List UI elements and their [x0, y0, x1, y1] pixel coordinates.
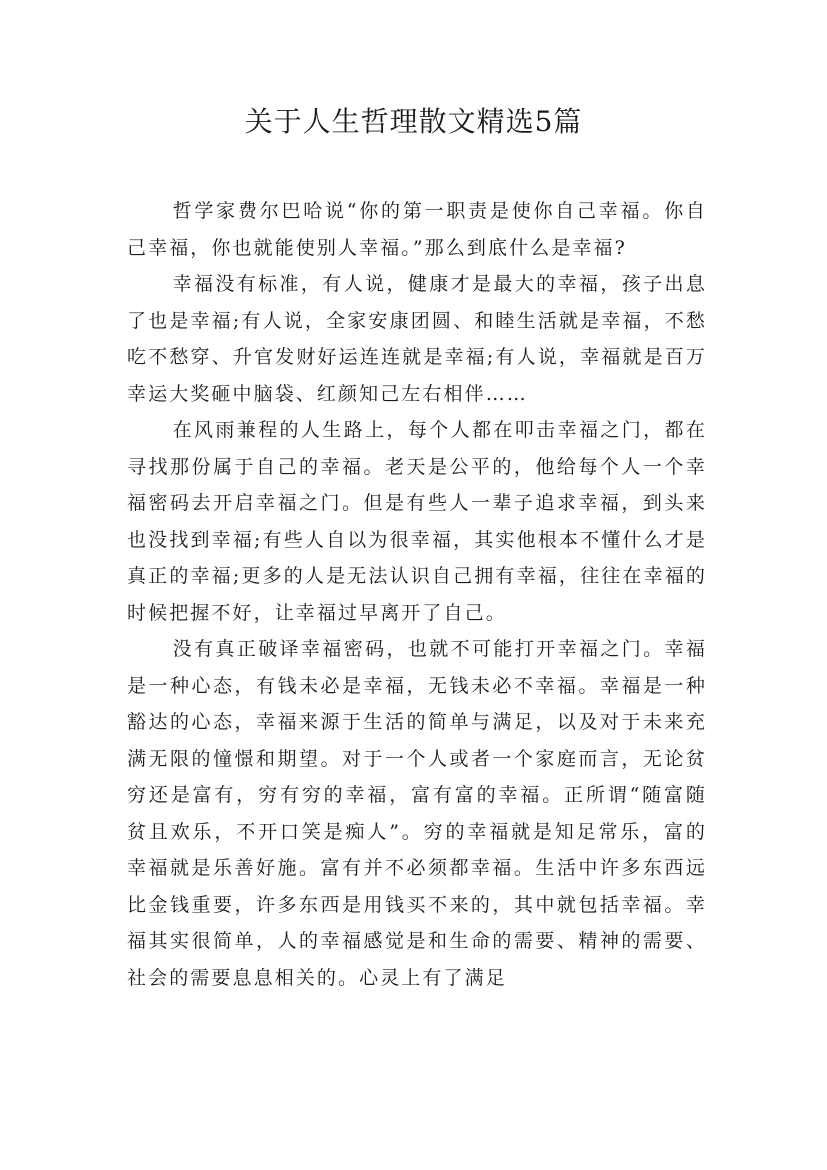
document-body: [127, 193, 707, 996]
paragraph-1: 哲学家费尔巴哈说“你的第一职责是使你自己幸福。你自己幸福，你也就能使别人幸福。”那么到底什么是幸福?: [127, 200, 707, 259]
paragraph-3: 在风雨兼程的人生路上，每个人都在叩击幸福之门，都在寻找那份属于自己的幸福。老天是公平的，他给每个人一个幸福密码去开启幸福之门。但是有些人一辈子追求幸福，到头来也没找到幸福;有些人自以为很幸福，其实他根本不懂什么才是真正的幸福;更多的人是无法认识自己拥有幸福，往往在幸福的时候把握不好，让幸福过早离开了自己。: [127, 419, 707, 624]
document-title: 关于人生哲理散文精选5篇: [244, 105, 583, 138]
paragraph-4: 没有真正破译幸福密码，也就不可能打开幸福之门。幸福是一种心态，有钱未必是幸福，无钱未必不幸福。幸福是一种豁达的心态，幸福来源于生活的简单与满足，以及对于未来充满无限的憧憬和期望。对于一个人或者一个家庭而言，无论贫穷还是富有，穷有穷的幸福，富有富的幸福。正所谓“随富随贫且欢乐，不开口笑是痴人”。穷的幸福就是知足常乐，富的幸福就是乐善好施。富有并不必须都幸福。生活中许多东西远比金钱重要，许多东西是用钱买不来的，其中就包括幸福。幸福其实很简单，人的幸福感觉是和生命的需要、精神的需要、社会的需要息息相关的。心灵上有了满足: [127, 638, 707, 989]
paragraph-2: 幸福没有标准，有人说，健康才是最大的幸福，孩子出息了也是幸福;有人说，全家安康团圆、和睦生活就是幸福，不愁吃不愁穿、升官发财好运连连就是幸福;有人说，幸福就是百万幸运大奖砸中脑袋、红颜知己左右相伴……: [127, 273, 707, 405]
